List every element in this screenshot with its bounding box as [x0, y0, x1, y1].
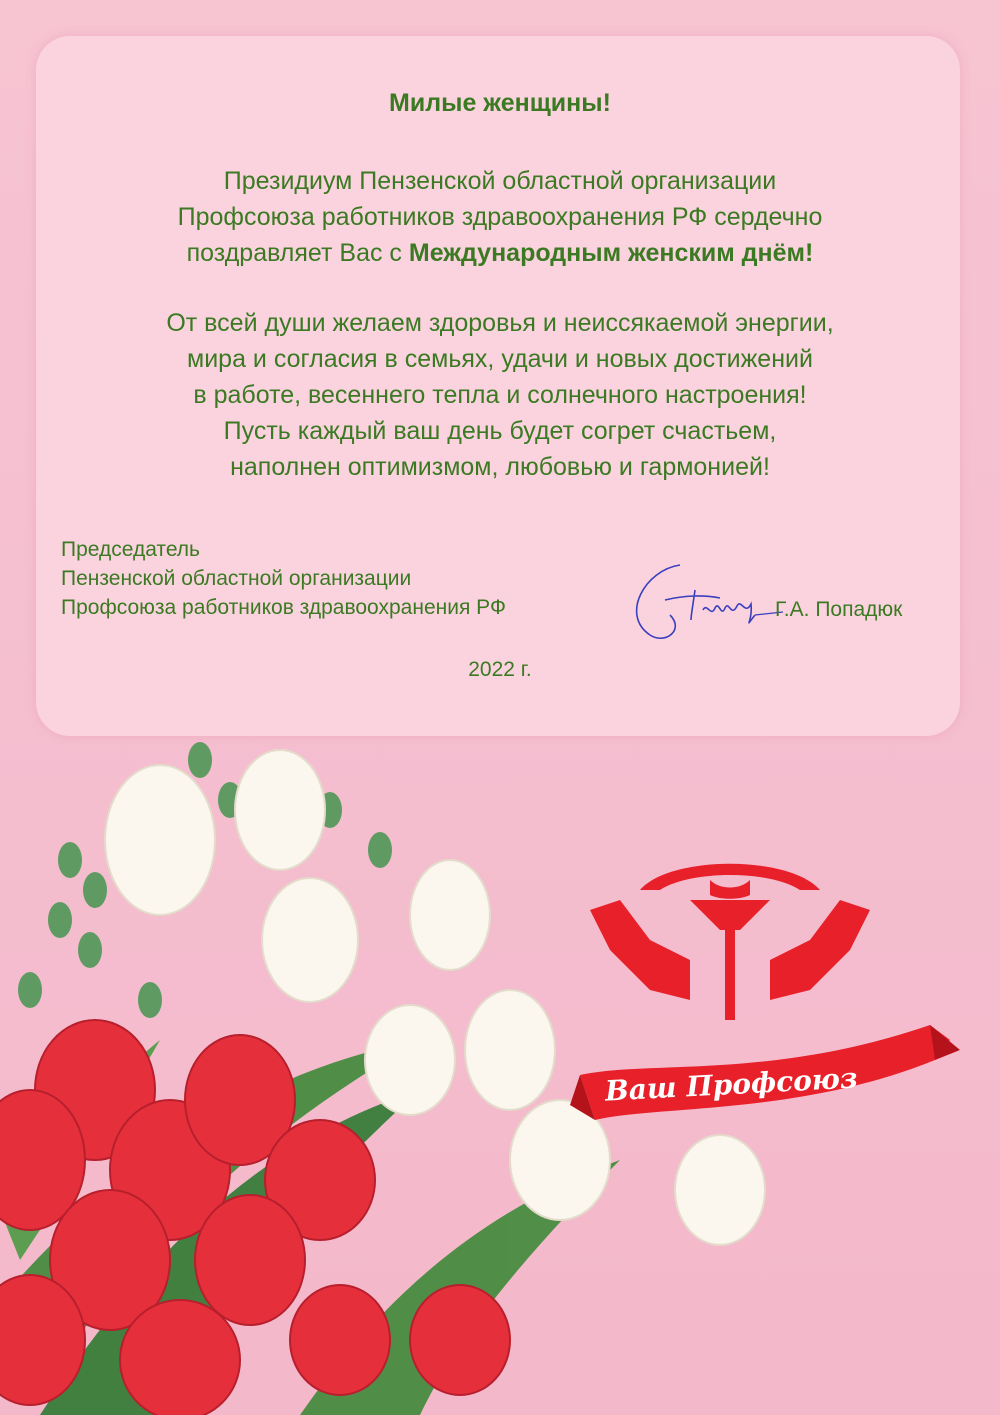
handwritten-signature [625, 560, 785, 650]
wishes-line: От всей души желаем здоровья и неиссякаемой энергии, [166, 309, 834, 337]
paragraph1-line3 [0, 235, 1000, 271]
congratulation-paragraph [0, 163, 1000, 271]
wishes-paragraph [0, 305, 1000, 485]
signer-name: Г.А. Попадюк [775, 598, 903, 621]
wishes-line: наполнен оптимизмом, любовью и гармонией! [230, 453, 770, 481]
ribbon-text: Ваш Профсоюз [604, 1061, 859, 1108]
paragraph1-line1: Президиум Пензенской областной организации [223, 167, 777, 195]
wishes-line: мира и согласия в семьях, удачи и новых достижений [187, 345, 813, 373]
signer-org-line2: Профсоюза работников здравоохранения РФ [61, 596, 506, 619]
signer-org-line1: Пензенской областной организации [61, 567, 412, 590]
union-logo [580, 860, 880, 1030]
year-label: 2022 г. [468, 658, 532, 681]
paragraph1-line3-start: поздравляет Вас с [186, 239, 409, 267]
paragraph1-line2: Профсоюза работников здравоохранения РФ сердечно [177, 203, 823, 231]
greeting-heading: Милые женщины! [389, 89, 611, 117]
paragraph1-holiday-name: Международным женским днём! [408, 239, 814, 267]
wishes-line: Пусть каждый ваш день будет согрет счастьем, [223, 417, 777, 445]
signature-block [61, 535, 506, 622]
signer-title: Председатель [61, 538, 200, 561]
wishes-line: в работе, весеннего тепла и солнечного настроения! [193, 381, 807, 409]
